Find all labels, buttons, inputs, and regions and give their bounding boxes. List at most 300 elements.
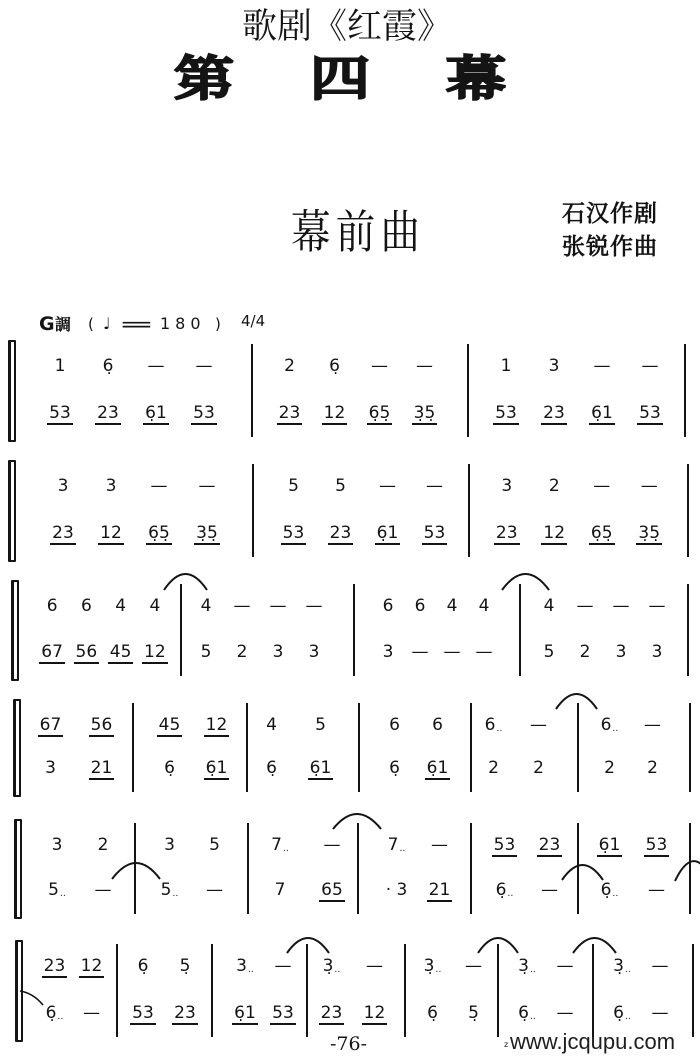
note-group	[142, 643, 168, 664]
sustain-dash	[306, 597, 323, 616]
beat-slot	[373, 759, 416, 781]
beat-slot	[310, 1004, 353, 1026]
dash-text: —	[648, 596, 666, 616]
upper-voice	[39, 477, 231, 499]
beat-slot	[260, 643, 296, 665]
note-group	[55, 357, 66, 376]
upper-voice	[36, 957, 110, 979]
note-text: 23	[320, 1003, 343, 1023]
lower-voice	[310, 1004, 396, 1026]
lower-voice	[25, 759, 127, 781]
note-text: 53	[49, 403, 71, 423]
note-group	[604, 759, 615, 778]
sustain-dash	[557, 957, 574, 976]
note-group	[50, 524, 76, 545]
note-text: 6̣	[600, 880, 612, 900]
beat-slot	[73, 957, 110, 979]
beat-slot	[404, 643, 436, 665]
note-text: 6̣1	[234, 1003, 256, 1023]
note-group	[204, 759, 230, 780]
tremolo-mark-icon: ‥	[507, 889, 514, 899]
watermark: www.jcqupu.com	[510, 1029, 676, 1054]
beat-slot	[588, 716, 631, 738]
note-group	[335, 477, 346, 496]
lower-voice	[188, 643, 332, 665]
note-text: 23	[97, 403, 119, 423]
note-group	[383, 643, 394, 662]
tremolo-mark-icon: ‥	[399, 844, 406, 854]
beat-slot	[138, 597, 172, 619]
note-text: 6	[46, 596, 58, 616]
beat-slot	[69, 643, 103, 665]
note-group	[161, 881, 179, 900]
beat-slot	[34, 836, 80, 858]
note-text: 6̣	[102, 356, 114, 376]
upper-voice	[147, 836, 237, 858]
beat-slot	[39, 477, 87, 499]
beat-slot	[34, 881, 80, 903]
dash-text: —	[416, 356, 433, 376]
note-group	[52, 836, 63, 855]
note-group	[427, 1004, 438, 1023]
beat-slot	[516, 759, 561, 781]
note-text: 6	[382, 596, 394, 616]
upper-voice	[588, 716, 674, 738]
dash-text: —	[556, 956, 574, 976]
beat-slot	[132, 357, 180, 379]
beat-slot	[411, 477, 458, 499]
sustain-dash	[275, 957, 292, 976]
note-text: 4	[478, 596, 490, 616]
beat-slot	[25, 759, 76, 781]
beat-slot	[578, 404, 626, 426]
system-bracket	[8, 340, 16, 442]
dash-text: —	[530, 715, 547, 735]
lower-voice	[603, 1004, 679, 1026]
note-text: 6̣	[389, 758, 400, 778]
sustain-dash	[199, 477, 216, 496]
system-bracket	[15, 940, 23, 1042]
upper-voice	[270, 477, 458, 499]
note-text: 23	[543, 403, 565, 423]
note-text: 6̣5̣	[148, 523, 170, 543]
lower-voice	[373, 759, 459, 781]
note-group	[537, 836, 563, 857]
note-group	[412, 404, 438, 425]
note-group	[616, 643, 627, 662]
beat-slot	[531, 597, 567, 619]
beat-slot	[357, 357, 402, 379]
system-bracket	[8, 460, 16, 562]
note-group	[277, 404, 303, 425]
note-group	[146, 524, 172, 545]
beat-slot	[188, 643, 224, 665]
note-text: 2	[236, 642, 248, 662]
note-text: 12	[543, 523, 566, 543]
beat-slot	[104, 643, 138, 665]
beat-slot	[404, 597, 436, 619]
note-group	[496, 881, 514, 900]
lower-voice	[267, 404, 447, 426]
beat-slot	[531, 524, 579, 546]
upper-voice	[310, 957, 396, 979]
beat-slot	[482, 836, 527, 858]
note-text: 6̣1	[591, 403, 613, 423]
beat-slot	[135, 477, 183, 499]
beat-slot	[226, 957, 264, 979]
dash-text: —	[94, 880, 112, 900]
note-group	[549, 357, 560, 376]
sustain-dash	[234, 597, 251, 616]
beat-slot	[35, 597, 69, 619]
beat-slot	[578, 524, 626, 546]
beat-slot	[183, 477, 231, 499]
note-text: 5	[48, 880, 59, 900]
note-group	[39, 643, 65, 664]
beat-slot	[296, 643, 332, 665]
note-group	[549, 477, 560, 496]
note-text: 6̣5̣	[590, 523, 613, 543]
note-group	[613, 1004, 631, 1023]
note-text: 12	[144, 642, 166, 662]
beat-slot	[310, 957, 353, 979]
beat-slot	[353, 957, 396, 979]
upper-voice	[483, 477, 673, 499]
note-text: 21	[428, 880, 451, 900]
dash-text: —	[612, 596, 630, 616]
beat-slot	[453, 1004, 494, 1026]
beat-slot	[588, 759, 631, 781]
beat-slot	[312, 357, 357, 379]
upper-voice	[531, 597, 675, 619]
note-group	[589, 524, 615, 545]
beat-slot	[603, 643, 639, 665]
lower-voice	[482, 881, 572, 903]
note-text: 5	[209, 835, 220, 855]
sustain-dash	[557, 1004, 574, 1023]
note-group	[494, 524, 520, 545]
note-group	[589, 404, 615, 425]
dash-text: —	[465, 956, 482, 976]
system-bracket	[14, 819, 22, 919]
note-group	[647, 759, 658, 778]
tempo-equals: =	[118, 312, 155, 336]
beat-slot	[639, 643, 675, 665]
beat-slot	[372, 643, 404, 665]
beat-slot	[260, 597, 296, 619]
note-group	[232, 1004, 258, 1025]
note-text: 3	[51, 835, 63, 855]
dash-text: —	[641, 356, 659, 376]
note-group	[42, 957, 68, 978]
note-text: 53	[495, 403, 517, 423]
sustain-dash	[95, 881, 112, 900]
dash-text: —	[576, 596, 594, 616]
beat-slot	[375, 836, 418, 858]
note-group	[266, 716, 277, 735]
note-text: 3	[308, 642, 320, 662]
beat-slot	[372, 597, 404, 619]
note-group	[46, 1004, 64, 1023]
note-text: 2	[579, 642, 591, 662]
lower-voice	[36, 404, 228, 426]
sustain-dash	[649, 597, 666, 616]
note-group	[108, 643, 134, 664]
beat-slot	[135, 524, 183, 546]
upper-voice	[226, 957, 302, 979]
note-text: 6̣	[495, 880, 507, 900]
credit-composer: 张锐作曲	[562, 234, 658, 260]
note-group	[48, 881, 66, 900]
beat-slot	[122, 1004, 164, 1026]
beat-slot	[586, 881, 633, 903]
note-text: 6̣1	[309, 758, 332, 778]
beat-slot	[436, 597, 468, 619]
beat-slot	[482, 881, 527, 903]
beat-slot	[164, 957, 206, 979]
dash-text: —	[593, 476, 611, 496]
barline	[134, 823, 136, 914]
beat-slot	[122, 957, 164, 979]
barline	[592, 944, 594, 1037]
note-text: 2	[533, 758, 544, 778]
beat-slot	[527, 881, 572, 903]
beat-slot	[418, 836, 461, 858]
beat-slot	[468, 597, 500, 619]
dash-text: —	[233, 596, 251, 616]
beat-slot	[267, 404, 312, 426]
note-text: 3̣5̣	[413, 403, 436, 423]
slur-arc-icon	[502, 574, 549, 590]
beat-slot	[39, 524, 87, 546]
note-text: 4	[446, 596, 458, 616]
note-text: 4	[543, 596, 555, 616]
note-text: 2	[488, 758, 499, 778]
tremolo-mark-icon: ‥	[529, 965, 536, 975]
beat-slot	[483, 524, 531, 546]
dash-text: —	[431, 835, 448, 855]
note-text: 23	[52, 523, 74, 543]
sustain-dash	[530, 716, 547, 735]
note-text: · 3	[385, 880, 408, 900]
dash-text: —	[83, 1003, 100, 1023]
beat-slot	[132, 404, 180, 426]
note-group	[237, 643, 248, 662]
note-text: 3	[501, 476, 513, 496]
note-group	[284, 357, 295, 376]
note-text: 65	[321, 880, 343, 900]
beat-slot	[586, 836, 633, 858]
upper-voice	[412, 957, 494, 979]
note-text: 21	[90, 758, 113, 778]
lower-voice	[39, 524, 231, 546]
page-number: -76-	[330, 1033, 368, 1055]
beat-slot	[639, 597, 675, 619]
beat-slot	[412, 1004, 453, 1026]
tremolo-mark-icon: ‥	[57, 1012, 64, 1022]
note-group	[209, 836, 220, 855]
tempo-paren-open: (	[88, 315, 94, 333]
note-text: 23	[495, 523, 518, 543]
beat-slot	[84, 357, 132, 379]
beat-slot	[578, 357, 626, 379]
quarter-note-icon: ♩	[103, 314, 111, 333]
note-text: 6̣	[518, 1003, 529, 1023]
note-text: 12	[363, 1003, 386, 1023]
beat-slot	[87, 477, 135, 499]
upper-voice	[482, 836, 572, 858]
note-group	[47, 404, 73, 425]
slur-arc-icon	[573, 938, 616, 953]
note-group	[493, 404, 519, 425]
beat-slot	[80, 836, 126, 858]
note-text: 5̣	[179, 956, 191, 976]
barline	[252, 464, 254, 557]
sustain-dash	[644, 716, 661, 735]
note-group	[130, 1004, 156, 1025]
dash-text: —	[206, 880, 223, 900]
note-text: 6̣	[329, 356, 340, 376]
note-text: 6	[432, 715, 443, 735]
beat-slot	[508, 1004, 546, 1026]
watermark-prefix: z	[504, 1040, 509, 1049]
tremolo-mark-icon: ‥	[435, 965, 442, 975]
note-text: 6̣1	[205, 758, 228, 778]
note-group	[98, 524, 124, 545]
slur-arc-icon	[287, 938, 329, 953]
upper-voice	[586, 836, 680, 858]
upper-voice	[471, 716, 561, 738]
beat-slot	[353, 1004, 396, 1026]
lower-voice	[508, 1004, 584, 1026]
note-text: 6̣1	[426, 758, 449, 778]
sustain-dash	[465, 957, 482, 976]
note-text: 2	[284, 356, 295, 376]
note-group	[415, 597, 426, 616]
beat-slot	[402, 404, 447, 426]
beat-slot	[36, 957, 73, 979]
note-text: 12	[100, 523, 122, 543]
upper-voice	[508, 957, 584, 979]
barline	[684, 344, 686, 437]
dash-text: —	[150, 476, 168, 496]
beat-slot	[254, 881, 306, 903]
sustain-dash	[641, 477, 658, 496]
note-text: 6̣	[164, 758, 175, 778]
beat-slot	[567, 643, 603, 665]
note-group	[488, 759, 499, 778]
system-bracket	[13, 699, 21, 797]
note-group	[157, 716, 183, 737]
beat-slot	[264, 957, 302, 979]
beat-slot	[530, 357, 578, 379]
note-group	[597, 836, 623, 857]
lower-voice	[122, 1004, 206, 1026]
opera-title: 歌剧《红霞》	[241, 7, 452, 47]
barline	[404, 944, 406, 1037]
beat-slot	[317, 477, 364, 499]
lower-voice	[586, 881, 680, 903]
barline	[251, 344, 253, 437]
barline	[116, 944, 118, 1037]
tremolo-mark-icon: ‥	[624, 965, 631, 975]
note-text: 3̣	[322, 956, 334, 976]
beat-slot	[364, 524, 411, 546]
lower-voice	[483, 524, 673, 546]
time-signature: 4/4	[241, 312, 266, 330]
beat-slot	[375, 881, 418, 903]
barline	[519, 584, 521, 676]
sustain-dash	[577, 597, 594, 616]
beat-slot	[306, 881, 358, 903]
sustain-dash	[642, 357, 659, 376]
beat-slot	[270, 477, 317, 499]
note-group	[115, 597, 126, 616]
barline	[577, 823, 579, 914]
note-group	[388, 836, 406, 855]
note-group	[204, 716, 230, 737]
beat-slot	[471, 716, 516, 738]
beat-slot	[603, 597, 639, 619]
beat-slot	[36, 357, 84, 379]
beat-slot	[76, 759, 127, 781]
note-text: 5	[543, 642, 555, 662]
tremolo-mark-icon: ‥	[624, 1012, 631, 1022]
sustain-dash	[652, 957, 669, 976]
beat-slot	[416, 759, 459, 781]
lower-voice	[36, 1004, 110, 1026]
beat-slot	[402, 357, 447, 379]
beat-slot	[530, 404, 578, 426]
note-text: 12	[323, 403, 346, 423]
beat-slot	[633, 836, 680, 858]
barline	[306, 944, 308, 1037]
note-group	[636, 524, 662, 545]
beat-slot	[138, 643, 172, 665]
sustain-dash	[648, 881, 665, 900]
sustain-dash	[594, 357, 611, 376]
tremolo-mark-icon: ‥	[496, 724, 503, 734]
note-text: 12	[205, 715, 228, 735]
beat-slot	[147, 836, 192, 858]
note-group	[367, 404, 393, 425]
note-text: 53	[272, 1003, 294, 1023]
beat-slot	[312, 404, 357, 426]
beat-slot	[631, 716, 674, 738]
beat-slot	[412, 957, 453, 979]
tremolo-mark-icon: ‥	[612, 724, 619, 734]
note-group	[485, 716, 503, 735]
barline	[689, 703, 691, 792]
note-text: 3	[651, 642, 663, 662]
note-group	[309, 643, 320, 662]
note-text: 23	[174, 1003, 196, 1023]
upper-voice	[482, 357, 674, 379]
beat-slot	[411, 524, 458, 546]
note-group	[38, 716, 64, 737]
beat-slot	[633, 881, 680, 903]
dash-text: —	[556, 1003, 574, 1023]
beat-slot	[76, 716, 127, 738]
beat-slot	[104, 597, 138, 619]
sustain-dash	[206, 881, 223, 900]
upper-voice	[247, 716, 345, 738]
lower-voice	[270, 524, 458, 546]
note-group	[637, 404, 663, 425]
note-group	[613, 957, 631, 976]
tempo-value: 180	[160, 314, 206, 333]
note-group	[389, 716, 400, 735]
